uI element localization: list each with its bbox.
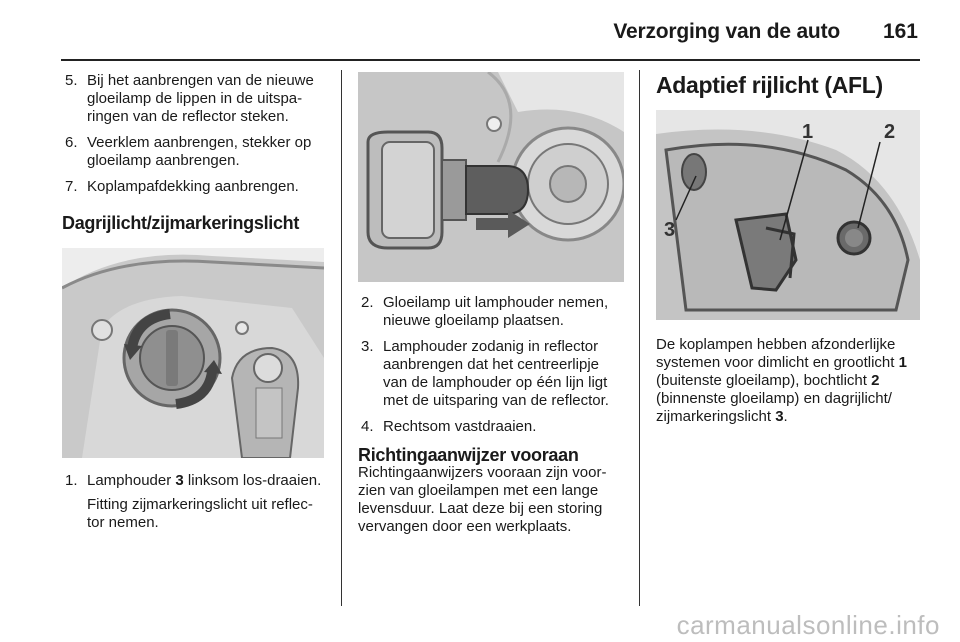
list-item <box>62 178 328 196</box>
afl-text: (buitenste gloeilamp), bochtlicht <box>656 372 872 389</box>
list-item <box>62 72 328 126</box>
photo-bulb-removal <box>358 72 624 282</box>
page-number: 161 <box>882 20 918 43</box>
step-text-after: linksom los-draaien. <box>183 472 322 489</box>
step-text: Rechtsom vastdraaien. <box>383 418 537 435</box>
column-middle <box>358 72 626 536</box>
step-number: 2. <box>361 294 374 311</box>
step-number: 4. <box>361 418 374 435</box>
list-item <box>358 418 626 436</box>
figure-label-1: 1 <box>802 121 814 143</box>
steps-list-middle <box>358 294 626 436</box>
afl-callout-2: 2 <box>871 372 880 389</box>
column-divider-2 <box>639 70 640 606</box>
list-item <box>358 338 626 410</box>
watermark: carmanualsonline.info <box>676 610 940 640</box>
step-number: 7. <box>65 178 78 195</box>
list-item <box>62 472 328 532</box>
step-callout-number: 3 <box>175 472 184 489</box>
steps-list-bottom <box>62 472 328 532</box>
header-rule <box>61 59 920 61</box>
step-number: 6. <box>65 134 78 151</box>
step-text: Koplampafdekking aanbrengen. <box>87 178 299 195</box>
afl-text: (binnenste gloeilamp) en dagrijlicht/ zijmarkeringslicht <box>656 390 892 425</box>
step-text: Veerklem aanbrengen, stekker op gloeilamp aanbrengen. <box>87 134 312 169</box>
section-heading-afl: Adaptief rijlicht (AFL) <box>656 72 883 98</box>
afl-text: . <box>783 408 788 425</box>
afl-callout-1: 1 <box>898 354 907 371</box>
list-item <box>62 134 328 170</box>
figure-label-2: 2 <box>884 121 896 143</box>
step-subtext: Fitting zijmarkeringslicht uit reflec-tor nemen. <box>87 496 313 531</box>
column-left <box>62 72 328 540</box>
column-right <box>656 72 922 426</box>
section-heading-daytime-light: Dagrijlicht/zijmarkeringslicht <box>62 213 300 233</box>
afl-text: De koplampen hebben afzonderlijke systemen voor dimlicht en grootlicht <box>656 336 899 371</box>
afl-callout-3: 3 <box>775 408 784 425</box>
page-header <box>0 0 960 62</box>
step-text: Bij het aanbrengen van de nieuwe gloeilamp de lippen in de uitspa-ringen van de reflector steken. <box>87 72 314 125</box>
step-text: Lamphouder zodanig in reflector aanbrengen dat het centreerlipje van de lamphouder op één lijn ligt met de uitsparing van de reflector. <box>383 338 609 409</box>
section-heading-turn-signal: Richtingaanwijzer vooraan <box>358 445 579 465</box>
column-divider-1 <box>341 70 342 606</box>
step-number: 3. <box>361 338 374 355</box>
step-text-before: Lamphouder <box>87 472 176 489</box>
step-text: Gloeilamp uit lamphouder nemen, nieuwe gloeilamp plaatsen. <box>383 294 609 329</box>
figure-label-3: 3 <box>664 219 676 241</box>
steps-list-top <box>62 72 328 196</box>
step-number: 5. <box>65 72 78 89</box>
afl-paragraph <box>656 336 922 426</box>
step-number: 1. <box>65 472 78 489</box>
page-title: Verzorging van de auto <box>613 20 840 43</box>
photo-afl-headlamp <box>656 110 920 320</box>
photo-lamp-holder-rotate <box>62 248 324 458</box>
list-item <box>358 294 626 330</box>
turn-signal-paragraph: Richtingaanwijzers vooraan zijn voor-zien van gloeilampen met een lange levensduur. Laat deze bij een storing vervangen door een werkplaats. <box>358 464 607 535</box>
